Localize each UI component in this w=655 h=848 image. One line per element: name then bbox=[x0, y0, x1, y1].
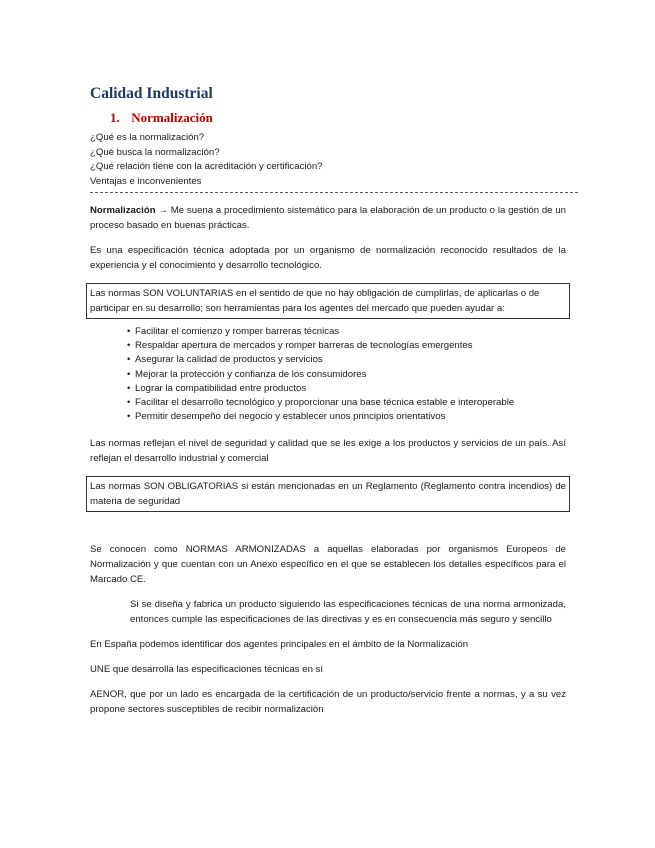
list-item: • Asegurar la calidad de productos y servicios bbox=[127, 353, 566, 367]
specification-paragraph: Es una especificación técnica adoptada por un organismo de normalización reconocido resultados de la experiencia y el conocimiento y desarrollo tecnológico. bbox=[90, 245, 566, 271]
harmonized-paragraph: Se conocen como NORMAS ARMONIZADAS a aquellas elaboradas por organismos Europeos de Normalización y que cuentan con un Anexo específico en el que se establecen los detalles específicos para el Marcado CE. bbox=[90, 544, 566, 586]
list-item: • Respaldar apertura de mercados y romper barreras de tecnologías emergentes bbox=[127, 339, 566, 353]
indented-paragraph: Si se diseña y fabrica un producto siguiendo las especificaciones técnicas de una norma armonizada, entonces cumple las especificaciones de las directivas y es en consecuencia más seguro y sencillo bbox=[130, 599, 566, 626]
definition-paragraph bbox=[90, 203, 566, 233]
bullet-icon: • bbox=[127, 368, 131, 380]
list-item: • Permitir desempeño del negocio y establecer unos principios orientativos bbox=[127, 410, 566, 424]
question-list bbox=[90, 131, 566, 189]
question-item: ¿Qué es la normalización? bbox=[90, 132, 205, 143]
mandatory-box: Las normas SON OBLIGATORIAS si están mencionadas en un Reglamento (Reglamento contra incendios) de materia de seguridad bbox=[86, 476, 570, 512]
bullet-icon: • bbox=[127, 326, 131, 337]
section-heading bbox=[110, 109, 566, 127]
list-item: • Mejorar la protección y confianza de los consumidores bbox=[127, 368, 566, 382]
question-item: ¿Qué busca la normalización? bbox=[90, 146, 220, 158]
aenor-paragraph: AENOR, que por un lado es encargada de la certificación de un producto/servicio frente a normas, y a su vez propone sectores susceptibles de recibir normalización bbox=[90, 689, 566, 716]
question-item: ¿Qué relación tiene con la acreditación y certificación? bbox=[90, 161, 323, 172]
bullet-icon: • bbox=[127, 411, 131, 423]
definition-term: Normalización bbox=[90, 205, 156, 216]
spain-paragraph: En España podemos identificar dos agentes principales en el ámbito de la Normalización bbox=[90, 639, 469, 651]
bullet-icon: • bbox=[127, 397, 131, 409]
list-item: • Facilitar el comienzo y romper barreras técnicas bbox=[127, 325, 566, 339]
bullet-icon: • bbox=[127, 382, 131, 394]
benefits-list bbox=[127, 325, 566, 424]
section-number: 1. bbox=[110, 110, 120, 125]
definition-text: Me suena a procedimiento sistemático para la elaboración de un producto o la gestión de un proceso basado en buenas prácticas. bbox=[90, 205, 566, 231]
dashed-divider bbox=[90, 192, 578, 193]
reflect-paragraph: Las normas reflejan el nivel de seguridad y calidad que se les exige a los productos y servicios de un país. Así reflejan el desarrollo industrial y comercial bbox=[90, 438, 566, 465]
list-item: • Facilitar el desarrollo tecnológico y proporcionar una base técnica estable e interoperable bbox=[127, 396, 566, 410]
une-paragraph: UNE que desarrolla las especificaciones técnicas en sí bbox=[90, 664, 324, 676]
arrow-icon: → bbox=[158, 205, 168, 216]
document-title: Calidad Industrial bbox=[90, 85, 213, 102]
voluntary-box bbox=[86, 283, 570, 319]
document-content bbox=[90, 84, 566, 727]
section-label: Normalización bbox=[131, 110, 213, 125]
list-item: • Lograr la compatibilidad entre productos bbox=[127, 382, 566, 396]
voluntary-text: Las normas SON VOLUNTARIAS en el sentido de que no hay obligación de cumplirlas, de aplicarlas o de participar en su desarrollo; son herramientas para los agentes del mercado que pueden ayudar a: bbox=[90, 288, 540, 314]
bullet-icon: • bbox=[127, 354, 131, 366]
question-item: Ventajas e inconvenientes bbox=[90, 175, 202, 187]
bullet-icon: • bbox=[127, 340, 131, 352]
